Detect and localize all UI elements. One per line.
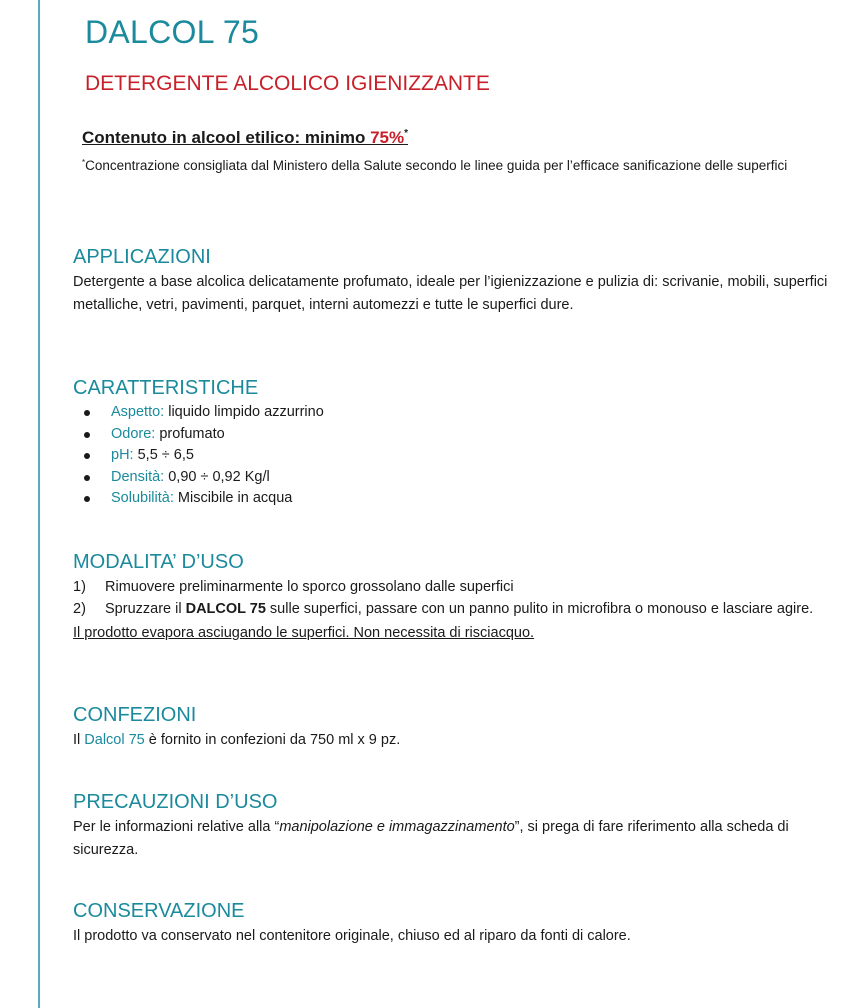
footnote-marker: *	[404, 128, 408, 139]
list-item	[73, 488, 843, 510]
property-key: Odore:	[111, 425, 156, 442]
confezioni-text-end: è fornito in confezioni da 750 ml x 9 pz.	[144, 732, 401, 748]
conservazione-text: Il prodotto va conservato nel contenitore originale, chiuso ed al riparo da fonti di calore.	[73, 928, 631, 944]
property-key: Densità:	[111, 468, 165, 485]
applicazioni-heading: APPLICAZIONI	[73, 246, 211, 268]
step-text: Rimuovere preliminarmente lo sporco grossolano dalle superfici	[105, 579, 514, 595]
evaporation-note: Il prodotto evapora asciugando le superfici. Non necessita di risciacquo.	[73, 625, 535, 641]
alcohol-content-label: Contenuto in alcool etilico: minimo	[82, 128, 371, 147]
list-item	[73, 402, 843, 424]
applicazioni-text: Detergente a base alcolica delicatamente profumato, ideale per l’igienizzazione e pulizia di: scrivanie, mobili, superfici metalliche, vetri, pavimenti, parquet, interni automezzi e tutte le superfici dure.	[73, 274, 828, 313]
property-value: liquido limpido azzurrino	[164, 404, 324, 420]
precauzioni-heading: PRECAUZIONI D’USO	[73, 791, 278, 813]
list-item	[73, 598, 843, 620]
property-key: Aspetto:	[111, 404, 165, 420]
alcohol-content-line	[82, 128, 408, 148]
section-applicazioni	[73, 245, 843, 316]
note-marker: *	[82, 158, 86, 167]
confezioni-text	[73, 729, 843, 752]
conservazione-heading: CONSERVAZIONE	[73, 900, 245, 922]
caratteristiche-heading: CARATTERISTICHE	[73, 377, 259, 399]
list-item	[73, 424, 843, 446]
precauzioni-text-end: ”, si prega di fare riferimento alla scheda di sicurezza.	[73, 819, 789, 858]
step-product-name: DALCOL 75	[185, 601, 266, 617]
section-conservazione	[73, 899, 843, 948]
modalita-steps	[73, 576, 843, 620]
concentration-note-text: Concentrazione consigliata dal Ministero della Salute secondo le linee guida per l’efficace sanificazione delle superfici	[85, 158, 788, 173]
precauzioni-text-start: Per le informazioni relative alla “	[73, 819, 280, 835]
list-item	[73, 467, 843, 489]
modalita-heading: MODALITA’ D’USO	[73, 551, 244, 573]
step-number: 2)	[73, 601, 86, 617]
property-value: 5,5 ÷ 6,5	[133, 447, 194, 463]
precauzioni-italic-text: manipolazione e immagazzinamento	[279, 819, 515, 835]
section-precauzioni	[73, 790, 843, 861]
step-number: 1)	[73, 579, 86, 595]
alcohol-content-percent: 75%	[370, 128, 405, 147]
product-title: DALCOL 75	[85, 14, 260, 50]
section-caratteristiche	[73, 376, 843, 510]
property-key: Solubilità:	[111, 490, 174, 506]
product-subtitle: DETERGENTE ALCOLICO IGIENIZZANTE	[85, 72, 490, 95]
precauzioni-text	[73, 816, 843, 861]
left-margin-rule	[38, 0, 40, 1008]
step-text: Spruzzare il	[105, 601, 186, 617]
property-key: pH:	[111, 447, 134, 463]
section-confezioni	[73, 703, 843, 752]
property-value: Miscibile in acqua	[173, 490, 293, 506]
list-item	[73, 445, 843, 467]
step-text-continued: sulle superfici, passare con un panno pulito in microfibra o monouso e lasciare agire.	[265, 601, 814, 617]
property-value: 0,90 ÷ 0,92 Kg/l	[164, 468, 270, 485]
confezioni-text-start: Il	[73, 732, 85, 748]
list-item	[73, 576, 843, 598]
concentration-note	[82, 152, 802, 176]
caratteristiche-list	[73, 402, 843, 510]
confezioni-product-name: Dalcol 75	[84, 732, 145, 748]
section-modalita-uso	[73, 550, 843, 645]
confezioni-heading: CONFEZIONI	[73, 704, 197, 726]
property-value: profumato	[155, 425, 225, 442]
